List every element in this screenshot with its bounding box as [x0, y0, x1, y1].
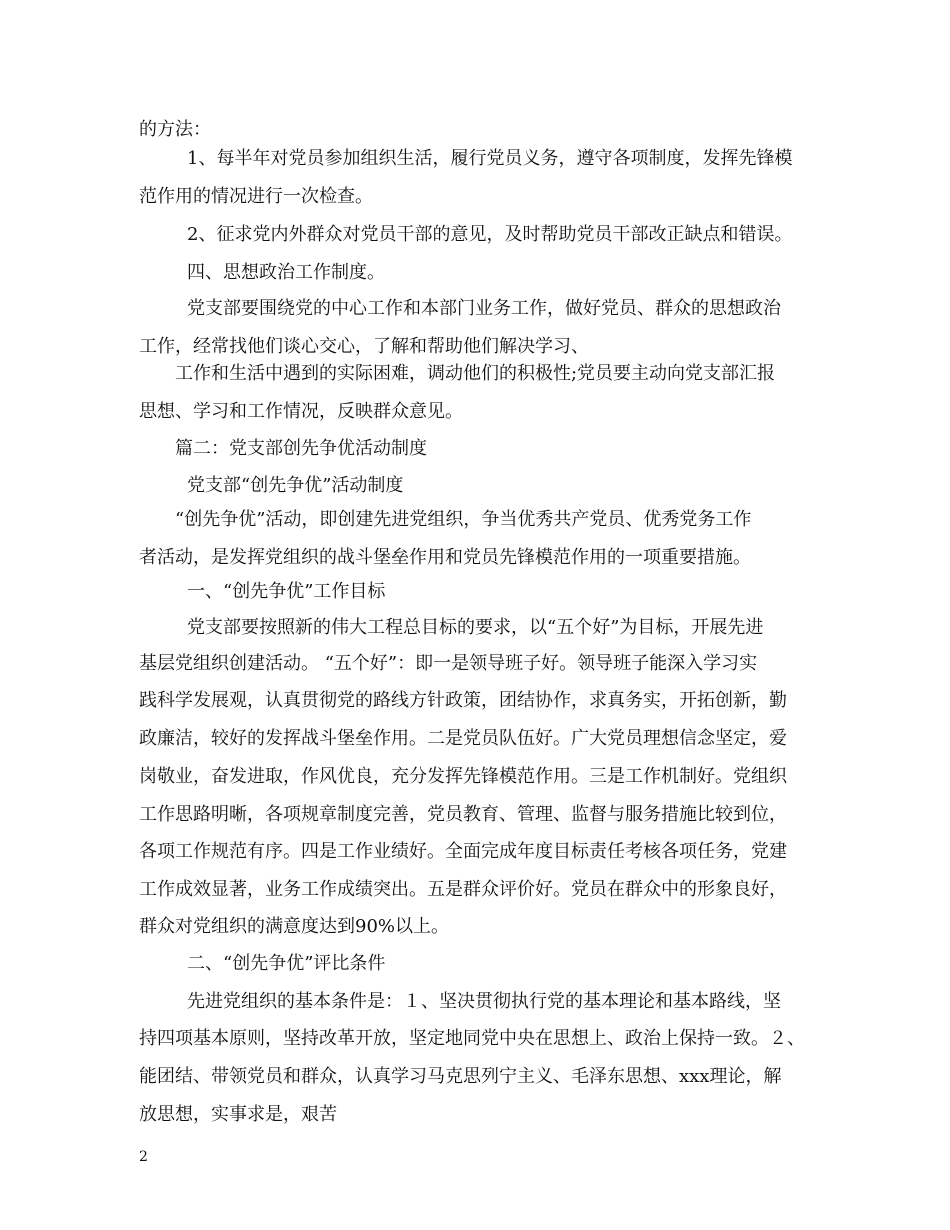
text-line: 各项工作规范有序。四是工作业绩好。全面完成年度目标责任考核各项任务，党建: [139, 841, 787, 862]
text-line: 工作，经常找他们谈心交心，了解和帮助他们解决学习、: [139, 336, 589, 357]
text-line: 者活动，是发挥党组织的战斗堡垒作用和党员先锋模范作用的一项重要措施。: [139, 547, 751, 568]
text-line: 政廉洁，较好的发挥战斗堡垒作用。二是党员队伍好。广大党员理想信念坚定，爱: [139, 728, 787, 749]
text-line: 党支部要按照新的伟大工程总目标的要求，以“五个好”为目标，开展先进: [187, 617, 764, 638]
text-line: 工作和生活中遇到的实际困难，调动他们的积极性;党员要主动向党支部汇报: [175, 363, 776, 384]
text-line: 基层党组织创建活动。 “五个好”：即一是领导班子好。领导班子能深入学习实: [139, 653, 758, 674]
text-line: 思想、学习和工作情况，反映群众意见。: [139, 401, 463, 422]
text-line: 二、“创先争优”评比条件: [187, 953, 386, 974]
text-line: 工作思路明晰，各项规章制度完善，党员教育、管理、监督与服务措施比较到位，: [139, 804, 787, 825]
text-line: 篇二：党支部创先争优活动制度: [175, 438, 427, 459]
text-line: 四、思想政治工作制度。: [187, 262, 385, 283]
text-line: 岗敬业，奋发进取，作风优良，充分发挥先锋模范作用。三是工作机制好。党组织: [139, 766, 787, 787]
text-line: 持四项基本原则，坚持改革开放，坚定地同党中央在思想上、政治上保持一致。２、: [139, 1028, 805, 1049]
text-line: 一、“创先争优”工作目标: [187, 581, 386, 602]
text-line: 工作成效显著，业务工作成绩突出。五是群众评价好。党员在群众中的形象良好，: [139, 879, 787, 900]
text-line: 党支部要围绕党的中心工作和本部门业务工作，做好党员、群众的思想政治: [187, 298, 781, 319]
text-line: 2、征求党内外群众对党员干部的意见，及时帮助党员干部改正缺点和错误。: [187, 224, 793, 245]
text-line: 践科学发展观，认真贯彻党的路线方针政策，团结协作，求真务实，开拓创新，勤: [139, 690, 787, 711]
text-line: 放思想，实事求是，艰苦: [139, 1104, 337, 1125]
text-line: 范作用的情况进行一次检查。: [139, 186, 373, 207]
text-line: 先进党组织的基本条件是：１、坚决贯彻执行党的基本理论和基本路线，坚: [187, 991, 781, 1012]
text-line: 1、每半年对党员参加组织生活，履行党员义务，遵守各项制度，发挥先锋模: [187, 148, 793, 169]
text-line: 群众对党组织的满意度达到90%以上。: [139, 916, 450, 937]
text-line: 党支部“创先争优”活动制度: [187, 475, 404, 496]
text-line: 能团结、带领党员和群众，认真学习马克思列宁主义、毛泽东思想、xxx理论，解: [139, 1066, 782, 1087]
text-line: 的方法：: [139, 119, 211, 140]
text-line: “创先争优”活动，即创建先进党组织，争当优秀共产党员、优秀党务工作: [175, 509, 752, 530]
page-number: 2: [139, 1149, 148, 1165]
